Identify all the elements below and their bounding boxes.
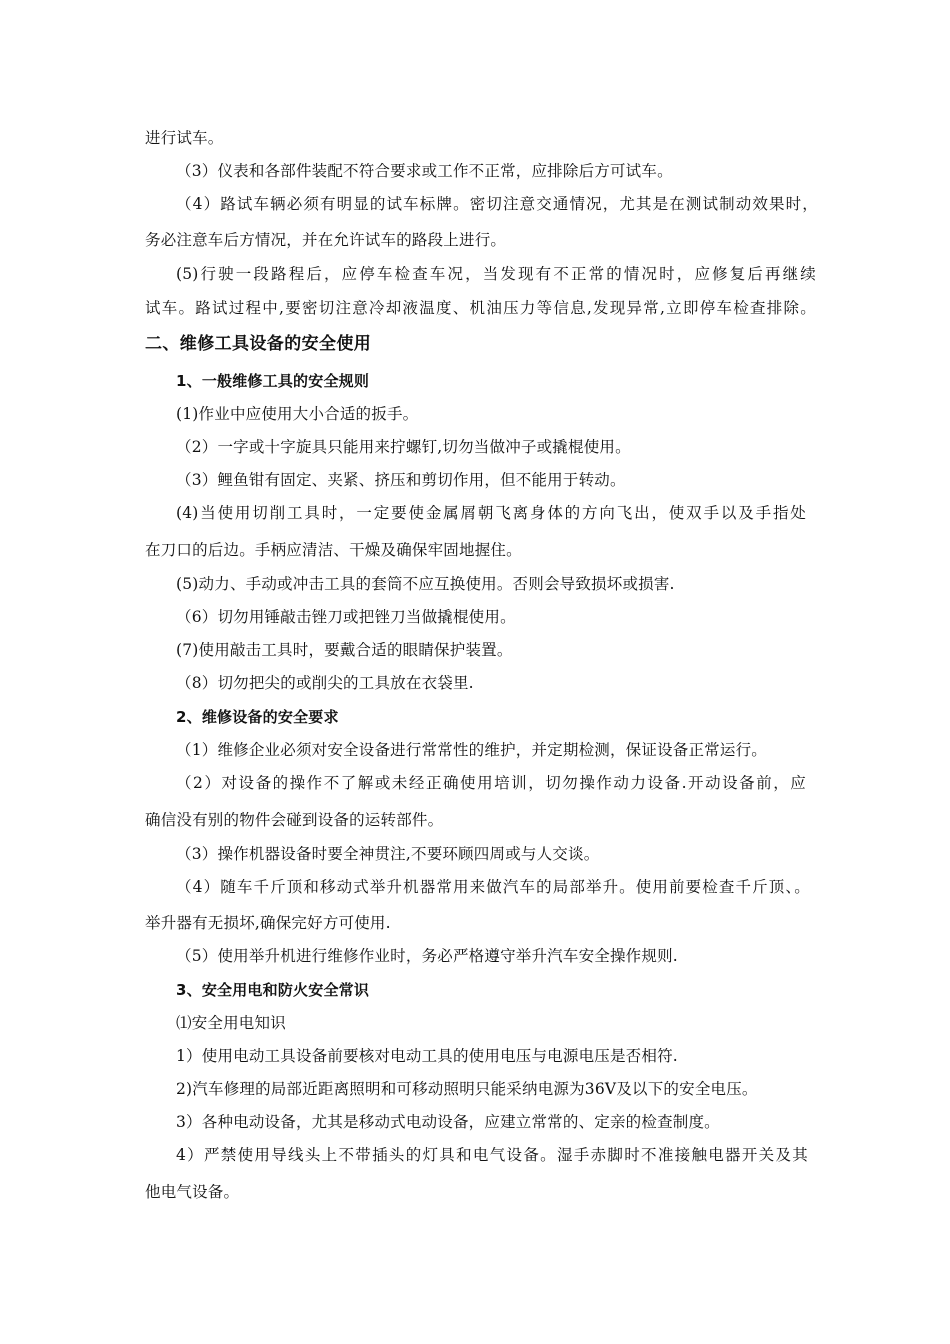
paragraph-line: 1）使用电动工具设备前要核对电动工具的使用电压与电源电压是否相符. (176, 1047, 678, 1065)
section-heading: 二、维修工具设备的安全使用 (145, 334, 372, 354)
paragraph-line: （3）仪表和各部件装配不符合要求或工作不正常，应排除后方可试车。 (176, 162, 673, 180)
paragraph-line: （5）使用举升机进行维修作业时，务必严格遵守举升汽车安全操作规则. (176, 947, 678, 965)
paragraph-line: （3）操作机器设备时要全神贯注,不要环顾四周或与人交谈。 (176, 845, 600, 863)
paragraph-line: (5)动力、手动或冲击工具的套筒不应互换使用。否则会导致损坏或损害. (176, 575, 675, 593)
paragraph-line: 确信没有别的物件会碰到设备的运转部件。 (145, 811, 444, 829)
paragraph-line: ⑴安全用电知识 (176, 1014, 286, 1032)
paragraph-line: 3）各种电动设备，尤其是移动式电动设备，应建立常常的、定亲的检查制度。 (176, 1113, 720, 1131)
paragraph-line: 务必注意车后方情况，并在允许试车的路段上进行。 (145, 231, 507, 249)
paragraph-line: 进行试车。 (145, 129, 224, 147)
paragraph-line: 他电气设备。 (145, 1183, 240, 1201)
paragraph-line: 在刀口的后边。手柄应清洁、干燥及确保牢固地握住。 (145, 541, 522, 559)
paragraph-line: （8）切勿把尖的或削尖的工具放在衣袋里. (176, 674, 474, 692)
paragraph-line: (1)作业中应使用大小合适的扳手。 (176, 405, 419, 423)
subsection-heading: 2、维修设备的安全要求 (176, 708, 339, 726)
subsection-heading: 1、一般维修工具的安全规则 (176, 372, 370, 390)
paragraph-line: （1）维修企业必须对安全设备进行常常性的维护，并定期检测，保证设备正常运行。 (176, 741, 767, 759)
paragraph-line: （3）鲤鱼钳有固定、夹紧、挤压和剪切作用，但不能用于转动。 (176, 471, 626, 489)
paragraph-line: 试车。路试过程中,要密切注意冷却液温度、机油压力等信息,发现异常,立即停车检查排除。 (145, 299, 816, 317)
paragraph-line: （4）路试车辆必须有明显的试车标牌。密切注意交通情况，尤其是在测试制动效果时， (176, 195, 818, 213)
paragraph-line: （2）对设备的操作不了解或未经正确使用培训，切勿操作动力设备.开动设备前，应 (176, 774, 806, 792)
subsection-heading: 3、安全用电和防火安全常识 (176, 981, 370, 999)
paragraph-line: （6）切勿用锤敲击锉刀或把锉刀当做撬棍使用。 (176, 608, 516, 626)
paragraph-line: 4）严禁使用导线头上不带插头的灯具和电气设备。湿手赤脚时不准接触电器开关及其 (176, 1146, 808, 1164)
paragraph-line: (5)行驶一段路程后，应停车检查车况，当发现有不正常的情况时，应修复后再继续 (176, 265, 816, 283)
paragraph-line: (4)当使用切削工具时，一定要使金属屑朝飞离身体的方向飞出，使双手以及手指处 (176, 504, 806, 522)
paragraph-line: 2)汽车修理的局部近距离照明和可移动照明只能采纳电源为36V及以下的安全电压。 (176, 1080, 758, 1098)
paragraph-line: (7)使用敲击工具时，要戴合适的眼睛保护装置。 (176, 641, 513, 659)
paragraph-line: （4）随车千斤顶和移动式举升机器常用来做汽车的局部举升。使用前要检查千斤顶、。 (176, 878, 810, 896)
paragraph-line: 举升器有无损坏,确保完好方可使用. (145, 914, 391, 932)
paragraph-line: （2）一字或十字旋具只能用来拧螺钉,切勿当做冲子或撬棍使用。 (176, 438, 631, 456)
